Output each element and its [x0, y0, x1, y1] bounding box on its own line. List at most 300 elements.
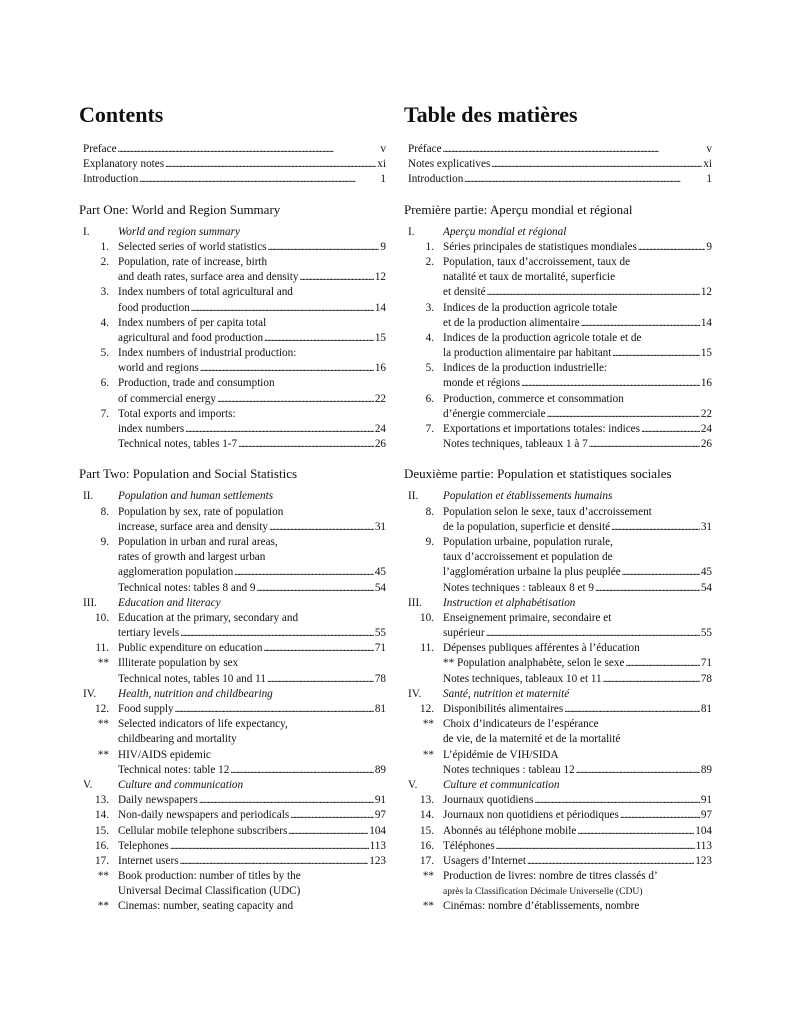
chapter-number: II. — [408, 490, 419, 503]
toc-entry — [79, 505, 386, 520]
entry-label: de la population, superficie et densité — [443, 520, 611, 533]
entry-label: Instruction et alphabétisation — [443, 596, 576, 609]
toc-entry — [404, 596, 712, 611]
page-number: v — [706, 143, 712, 155]
page-number: xi — [703, 158, 712, 171]
entry-text — [443, 656, 712, 671]
toc-entry — [404, 346, 712, 361]
table-number: ** — [422, 870, 434, 883]
page-number: v — [380, 143, 386, 155]
toc-entry — [404, 641, 712, 656]
entry-label: Total exports and imports: — [118, 407, 236, 420]
toc-entry — [79, 596, 386, 611]
toc-entry — [404, 687, 712, 702]
toc-entry — [404, 422, 712, 437]
entry-label: Index numbers of industrial production: — [118, 347, 297, 360]
entry-label: monde et régions — [443, 377, 521, 390]
page-number: 16 — [700, 377, 712, 390]
table-number: 7. — [100, 407, 109, 420]
entry-label: Téléphones — [443, 839, 495, 852]
dot-leader — [299, 270, 373, 285]
entry-label: world and regions — [118, 362, 199, 375]
toc-entry — [404, 854, 712, 869]
entry-text — [443, 316, 712, 331]
table-number: 15. — [95, 824, 109, 837]
entry-text — [118, 581, 386, 596]
dot-leader — [199, 793, 374, 808]
entry-text — [443, 717, 712, 732]
toc-entry — [404, 255, 712, 270]
entry-text — [118, 824, 386, 839]
entry-text — [443, 565, 712, 580]
entry-text — [118, 656, 386, 671]
toc-entry — [79, 581, 386, 596]
page-number: 91 — [374, 794, 386, 807]
entry-text — [118, 732, 386, 747]
entry-label: et de la production alimentaire — [443, 316, 580, 329]
table-number: 16. — [95, 839, 109, 852]
table-number: 15. — [420, 824, 434, 837]
entry-label: Indices de la production industrielle: — [443, 362, 608, 375]
page-title-french: Table des matières — [404, 102, 578, 127]
part-two-list — [79, 489, 386, 914]
entry-label: Notes techniques : tableaux 8 et 9 — [443, 581, 594, 594]
toc-entry — [79, 520, 386, 535]
entry-text — [118, 422, 386, 437]
toc-entry — [79, 656, 386, 671]
entry-label: L’épidémie de VIH/SIDA — [443, 748, 559, 761]
page-number: 31 — [700, 520, 712, 533]
entry-label: Préface — [408, 143, 442, 155]
page-number: 113 — [369, 839, 386, 852]
entry-label: après la Classification Décimale Universelle (CDU) — [443, 886, 643, 898]
page-number: 9 — [380, 240, 386, 253]
entry-label: Public expenditure on education — [118, 642, 263, 655]
table-number: ** — [422, 718, 434, 731]
table-number: ** — [97, 657, 109, 670]
part-two-list-french — [404, 489, 712, 914]
entry-text — [118, 778, 386, 793]
page-number: 12 — [374, 271, 386, 284]
entry-text — [443, 255, 712, 270]
entry-text — [443, 550, 712, 565]
entry-label: tertiary levels — [118, 627, 180, 640]
entry-label: natalité et taux de mortalité, superficie — [443, 271, 616, 284]
entry-label: Technical notes: table 12 — [118, 763, 230, 776]
entry-label: et densité — [443, 286, 486, 299]
entry-text — [118, 392, 386, 407]
entry-label: d’énergie commerciale — [443, 407, 546, 420]
toc-entry — [404, 437, 712, 452]
dot-leader — [256, 581, 373, 596]
chapter-number: III. — [83, 596, 97, 609]
table-number: 16. — [420, 839, 434, 852]
entry-label: Selected indicators of life expectancy, — [118, 718, 288, 731]
page-number: 24 — [700, 423, 712, 435]
page-number: 55 — [374, 627, 386, 640]
page-number: 89 — [374, 763, 386, 776]
table-number: 12. — [95, 703, 109, 715]
toc-entry — [404, 301, 712, 316]
entry-label: ** Population analphabète, selon le sexe — [443, 657, 625, 670]
toc-entry — [404, 763, 712, 778]
entry-label: de vie, de la maternité et de la mortalité — [443, 733, 621, 746]
entry-label: Non-daily newspapers and periodicals — [118, 809, 290, 822]
entry-text — [118, 641, 386, 656]
dot-leader — [534, 793, 699, 808]
entry-text — [118, 884, 386, 899]
page-number: 81 — [374, 703, 386, 715]
toc-entry — [79, 854, 386, 869]
entry-text — [408, 172, 712, 187]
entry-label: index numbers — [118, 423, 185, 435]
dot-leader — [496, 839, 695, 854]
entry-label: increase, surface area and density — [118, 520, 269, 533]
entry-text — [443, 869, 712, 884]
toc-entry — [404, 361, 712, 376]
front-matter-entry — [83, 157, 386, 172]
table-number: 17. — [95, 854, 109, 867]
toc-entry — [79, 641, 386, 656]
page-number: 104 — [369, 824, 386, 837]
entry-text — [118, 611, 386, 626]
entry-text — [118, 535, 386, 550]
dot-leader — [527, 854, 694, 869]
entry-text — [443, 732, 712, 747]
toc-entry — [404, 392, 712, 407]
toc-entry — [79, 437, 386, 452]
dot-leader — [238, 437, 374, 452]
front-matter-entry — [408, 157, 712, 172]
entry-text — [118, 361, 386, 376]
part-one-title-french: Première partie: Aperçu mondial et régional — [404, 201, 633, 217]
toc-entry — [79, 899, 386, 914]
entry-text — [118, 270, 386, 285]
entry-label: Selected series of world statistics — [118, 240, 267, 253]
dot-leader — [175, 702, 374, 717]
toc-entry — [404, 748, 712, 763]
entry-label: Notes techniques : tableau 12 — [443, 763, 575, 776]
entry-text — [118, 346, 386, 361]
table-number: 14. — [420, 809, 434, 822]
dot-leader — [641, 422, 700, 437]
dot-leader — [170, 839, 369, 854]
entry-label: Aperçu mondial et régional — [443, 225, 567, 238]
toc-entry — [404, 331, 712, 346]
dot-leader — [264, 331, 374, 346]
page-number: 12 — [700, 286, 712, 299]
dot-leader — [486, 626, 700, 641]
toc-entry — [79, 422, 386, 437]
part-two-title-french: Deuxième partie: Population et statistiques sociales — [404, 466, 672, 482]
dot-leader — [234, 565, 374, 580]
entry-text — [118, 407, 386, 422]
dot-leader — [487, 285, 700, 300]
contents-column-english — [79, 102, 386, 929]
entry-label: Population, taux d’accroissement, taux de — [443, 255, 631, 268]
table-number: 3. — [100, 286, 109, 299]
dot-leader — [139, 172, 379, 187]
page-number: 26 — [374, 438, 386, 451]
entry-label: Indices de la production agricole totale et de — [443, 331, 642, 344]
entry-label: Notes techniques, tableaux 1 à 7 — [443, 438, 588, 451]
entry-label: childbearing and mortality — [118, 733, 237, 746]
chapter-number: II. — [83, 490, 94, 503]
entry-label: Population et établissements humains — [443, 490, 613, 503]
entry-text — [118, 899, 386, 914]
page-number: 123 — [695, 854, 712, 867]
table-number: 9. — [100, 535, 109, 548]
dot-leader — [200, 361, 374, 376]
toc-entry — [79, 778, 386, 793]
toc-entry — [404, 376, 712, 391]
page-number: 97 — [700, 809, 712, 822]
table-number: 4. — [425, 331, 434, 344]
toc-entry — [404, 270, 712, 285]
page-number: 9 — [706, 240, 712, 253]
toc-entry — [79, 793, 386, 808]
entry-label: Culture and communication — [118, 778, 244, 791]
table-number: 12. — [420, 703, 434, 715]
entry-label: rates of growth and largest urban — [118, 551, 266, 564]
entry-label: World and region summary — [118, 225, 240, 238]
toc-entry — [404, 824, 712, 839]
table-number: 1. — [425, 240, 434, 253]
entry-text — [443, 520, 712, 535]
entry-label: Abonnés au téléphone mobile — [443, 824, 577, 837]
entry-text — [118, 376, 386, 391]
page-number: 1 — [706, 173, 712, 186]
entry-text — [118, 839, 386, 854]
dot-leader — [185, 422, 374, 437]
entry-label: HIV/AIDS epidemic — [118, 748, 211, 761]
dot-leader — [180, 626, 374, 641]
dot-leader — [611, 520, 700, 535]
toc-entry — [404, 778, 712, 793]
page-number: 14 — [374, 301, 386, 314]
page-number: 1 — [380, 173, 386, 186]
toc-entry — [404, 611, 712, 626]
entry-label: Population in urban and rural areas, — [118, 535, 278, 548]
toc-entry — [79, 672, 386, 687]
entry-text — [443, 346, 712, 361]
entry-label: Explanatory notes — [83, 158, 165, 171]
entry-text — [443, 489, 712, 504]
entry-text — [443, 225, 712, 240]
entry-label: Telephones — [118, 839, 169, 852]
entry-label: Introduction — [83, 173, 139, 186]
entry-text — [443, 581, 712, 596]
entry-label: of commercial energy — [118, 392, 216, 405]
toc-entry — [404, 520, 712, 535]
entry-text — [118, 565, 386, 580]
page-number: 97 — [374, 809, 386, 822]
table-number: 6. — [425, 392, 434, 405]
toc-entry — [404, 489, 712, 504]
chapter-number: V. — [408, 778, 418, 791]
entry-text — [118, 763, 386, 778]
table-number: 5. — [425, 362, 434, 375]
entry-label: Cellular mobile telephone subscribers — [118, 824, 288, 837]
page-number: 78 — [700, 672, 712, 685]
toc-entry — [79, 376, 386, 391]
entry-label: Index numbers of total agricultural and — [118, 286, 293, 299]
entry-label: Daily newspapers — [118, 794, 198, 807]
page-number: 89 — [700, 763, 712, 776]
page-number: 54 — [374, 581, 386, 594]
entry-text — [443, 854, 712, 869]
page-title: Contents — [79, 102, 164, 127]
dot-leader — [464, 172, 705, 187]
chapter-number: IV. — [83, 687, 97, 700]
entry-text — [408, 157, 712, 172]
chapter-number: III. — [408, 596, 422, 609]
chapter-number: V. — [83, 778, 93, 791]
entry-label: Notes techniques, tableaux 10 et 11 — [443, 672, 602, 685]
entry-text — [443, 270, 712, 285]
entry-label: Technical notes: tables 8 and 9 — [118, 581, 256, 594]
entry-text — [118, 331, 386, 346]
dot-leader — [267, 672, 374, 687]
dot-leader — [521, 376, 700, 391]
entry-label: Population selon le sexe, taux d’accroissement — [443, 505, 652, 518]
entry-label: Education at the primary, secondary and — [118, 611, 299, 624]
front-matter-entry — [408, 142, 712, 157]
page-number: 123 — [369, 854, 386, 867]
dot-leader — [638, 240, 706, 255]
entry-text — [443, 437, 712, 452]
entry-text — [118, 808, 386, 823]
entry-text — [118, 854, 386, 869]
table-number: 7. — [425, 423, 434, 435]
table-number: 17. — [420, 854, 434, 867]
toc-entry — [404, 839, 712, 854]
entry-label: agglomeration population — [118, 566, 234, 579]
entry-text — [408, 142, 712, 157]
entry-text — [118, 687, 386, 702]
dot-leader — [603, 672, 700, 687]
table-number: 2. — [100, 255, 109, 268]
toc-entry — [79, 407, 386, 422]
entry-label: Dépenses publiques afférentes à l’éducation — [443, 642, 640, 655]
table-number: 3. — [425, 301, 434, 314]
dot-leader — [263, 641, 373, 656]
entry-text — [118, 437, 386, 452]
entry-text — [443, 748, 712, 763]
entry-label: Cinémas: nombre d’établissements, nombre — [443, 900, 640, 913]
table-number: ** — [97, 718, 109, 731]
toc-entry — [404, 808, 712, 823]
page-number: 104 — [695, 824, 712, 837]
dot-leader — [589, 437, 700, 452]
dot-leader — [180, 854, 369, 869]
toc-entry — [79, 808, 386, 823]
toc-entry — [79, 316, 386, 331]
entry-text — [443, 687, 712, 702]
entry-text — [443, 702, 712, 717]
entry-label: Technical notes, tables 10 and 11 — [118, 672, 266, 685]
entry-text — [443, 672, 712, 687]
chapter-number: I. — [408, 225, 415, 238]
toc-entry — [404, 581, 712, 596]
toc-entry — [404, 717, 712, 732]
dot-leader — [269, 520, 374, 535]
front-matter-list-french — [404, 142, 712, 188]
entry-label: Exportations et importations totales: indices — [443, 423, 640, 435]
toc-entry — [79, 869, 386, 884]
table-number: 10. — [420, 611, 434, 624]
table-number: 8. — [100, 505, 109, 518]
toc-entry — [79, 240, 386, 255]
dot-leader — [612, 346, 699, 361]
toc-entry — [404, 626, 712, 641]
dot-leader — [625, 656, 699, 671]
dot-leader — [268, 240, 380, 255]
entry-label: and death rates, surface area and density — [118, 271, 299, 284]
toc-entry — [404, 285, 712, 300]
toc-entry — [79, 331, 386, 346]
table-number: 11. — [95, 642, 109, 655]
toc-entry — [404, 672, 712, 687]
entry-text — [118, 550, 386, 565]
entry-label: Population, rate of increase, birth — [118, 255, 268, 268]
entry-text — [118, 316, 386, 331]
entry-label: Population by sex, rate of population — [118, 505, 284, 518]
toc-entry — [79, 884, 386, 899]
front-matter-list — [79, 142, 386, 188]
page-number: 22 — [700, 407, 712, 420]
page-number: 81 — [700, 703, 712, 715]
entry-text — [83, 157, 386, 172]
toc-entry — [79, 255, 386, 270]
toc-entry — [404, 316, 712, 331]
toc-entry — [79, 611, 386, 626]
dot-leader — [165, 157, 376, 172]
dot-leader — [443, 142, 706, 157]
entry-label: Health, nutrition and childbearing — [118, 687, 273, 700]
entry-text — [118, 255, 386, 270]
entry-text — [118, 596, 386, 611]
page-number: xi — [377, 158, 386, 171]
toc-entry — [404, 884, 712, 899]
entry-label: Santé, nutrition et maternité — [443, 687, 570, 700]
page-number: 14 — [700, 316, 712, 329]
toc-entry — [79, 392, 386, 407]
entry-text — [443, 824, 712, 839]
toc-entry — [79, 346, 386, 361]
entry-label: taux d’accroissement et population de — [443, 551, 613, 564]
entry-text — [118, 225, 386, 240]
table-number: 13. — [420, 794, 434, 807]
toc-entry — [404, 869, 712, 884]
entry-text — [118, 626, 386, 641]
page-number: 24 — [374, 423, 386, 435]
toc-entry — [79, 839, 386, 854]
entry-text — [443, 422, 712, 437]
entry-text — [443, 899, 712, 914]
entry-text — [443, 596, 712, 611]
table-number: ** — [97, 900, 109, 913]
part-one-title: Part One: World and Region Summary — [79, 201, 281, 217]
entry-text — [83, 172, 386, 187]
table-number: 1. — [100, 240, 109, 253]
entry-text — [118, 702, 386, 717]
chapter-number: I. — [83, 225, 90, 238]
toc-entry — [404, 656, 712, 671]
entry-text — [443, 611, 712, 626]
entry-label: Journaux non quotidiens et périodiques — [443, 809, 619, 822]
entry-text — [118, 717, 386, 732]
